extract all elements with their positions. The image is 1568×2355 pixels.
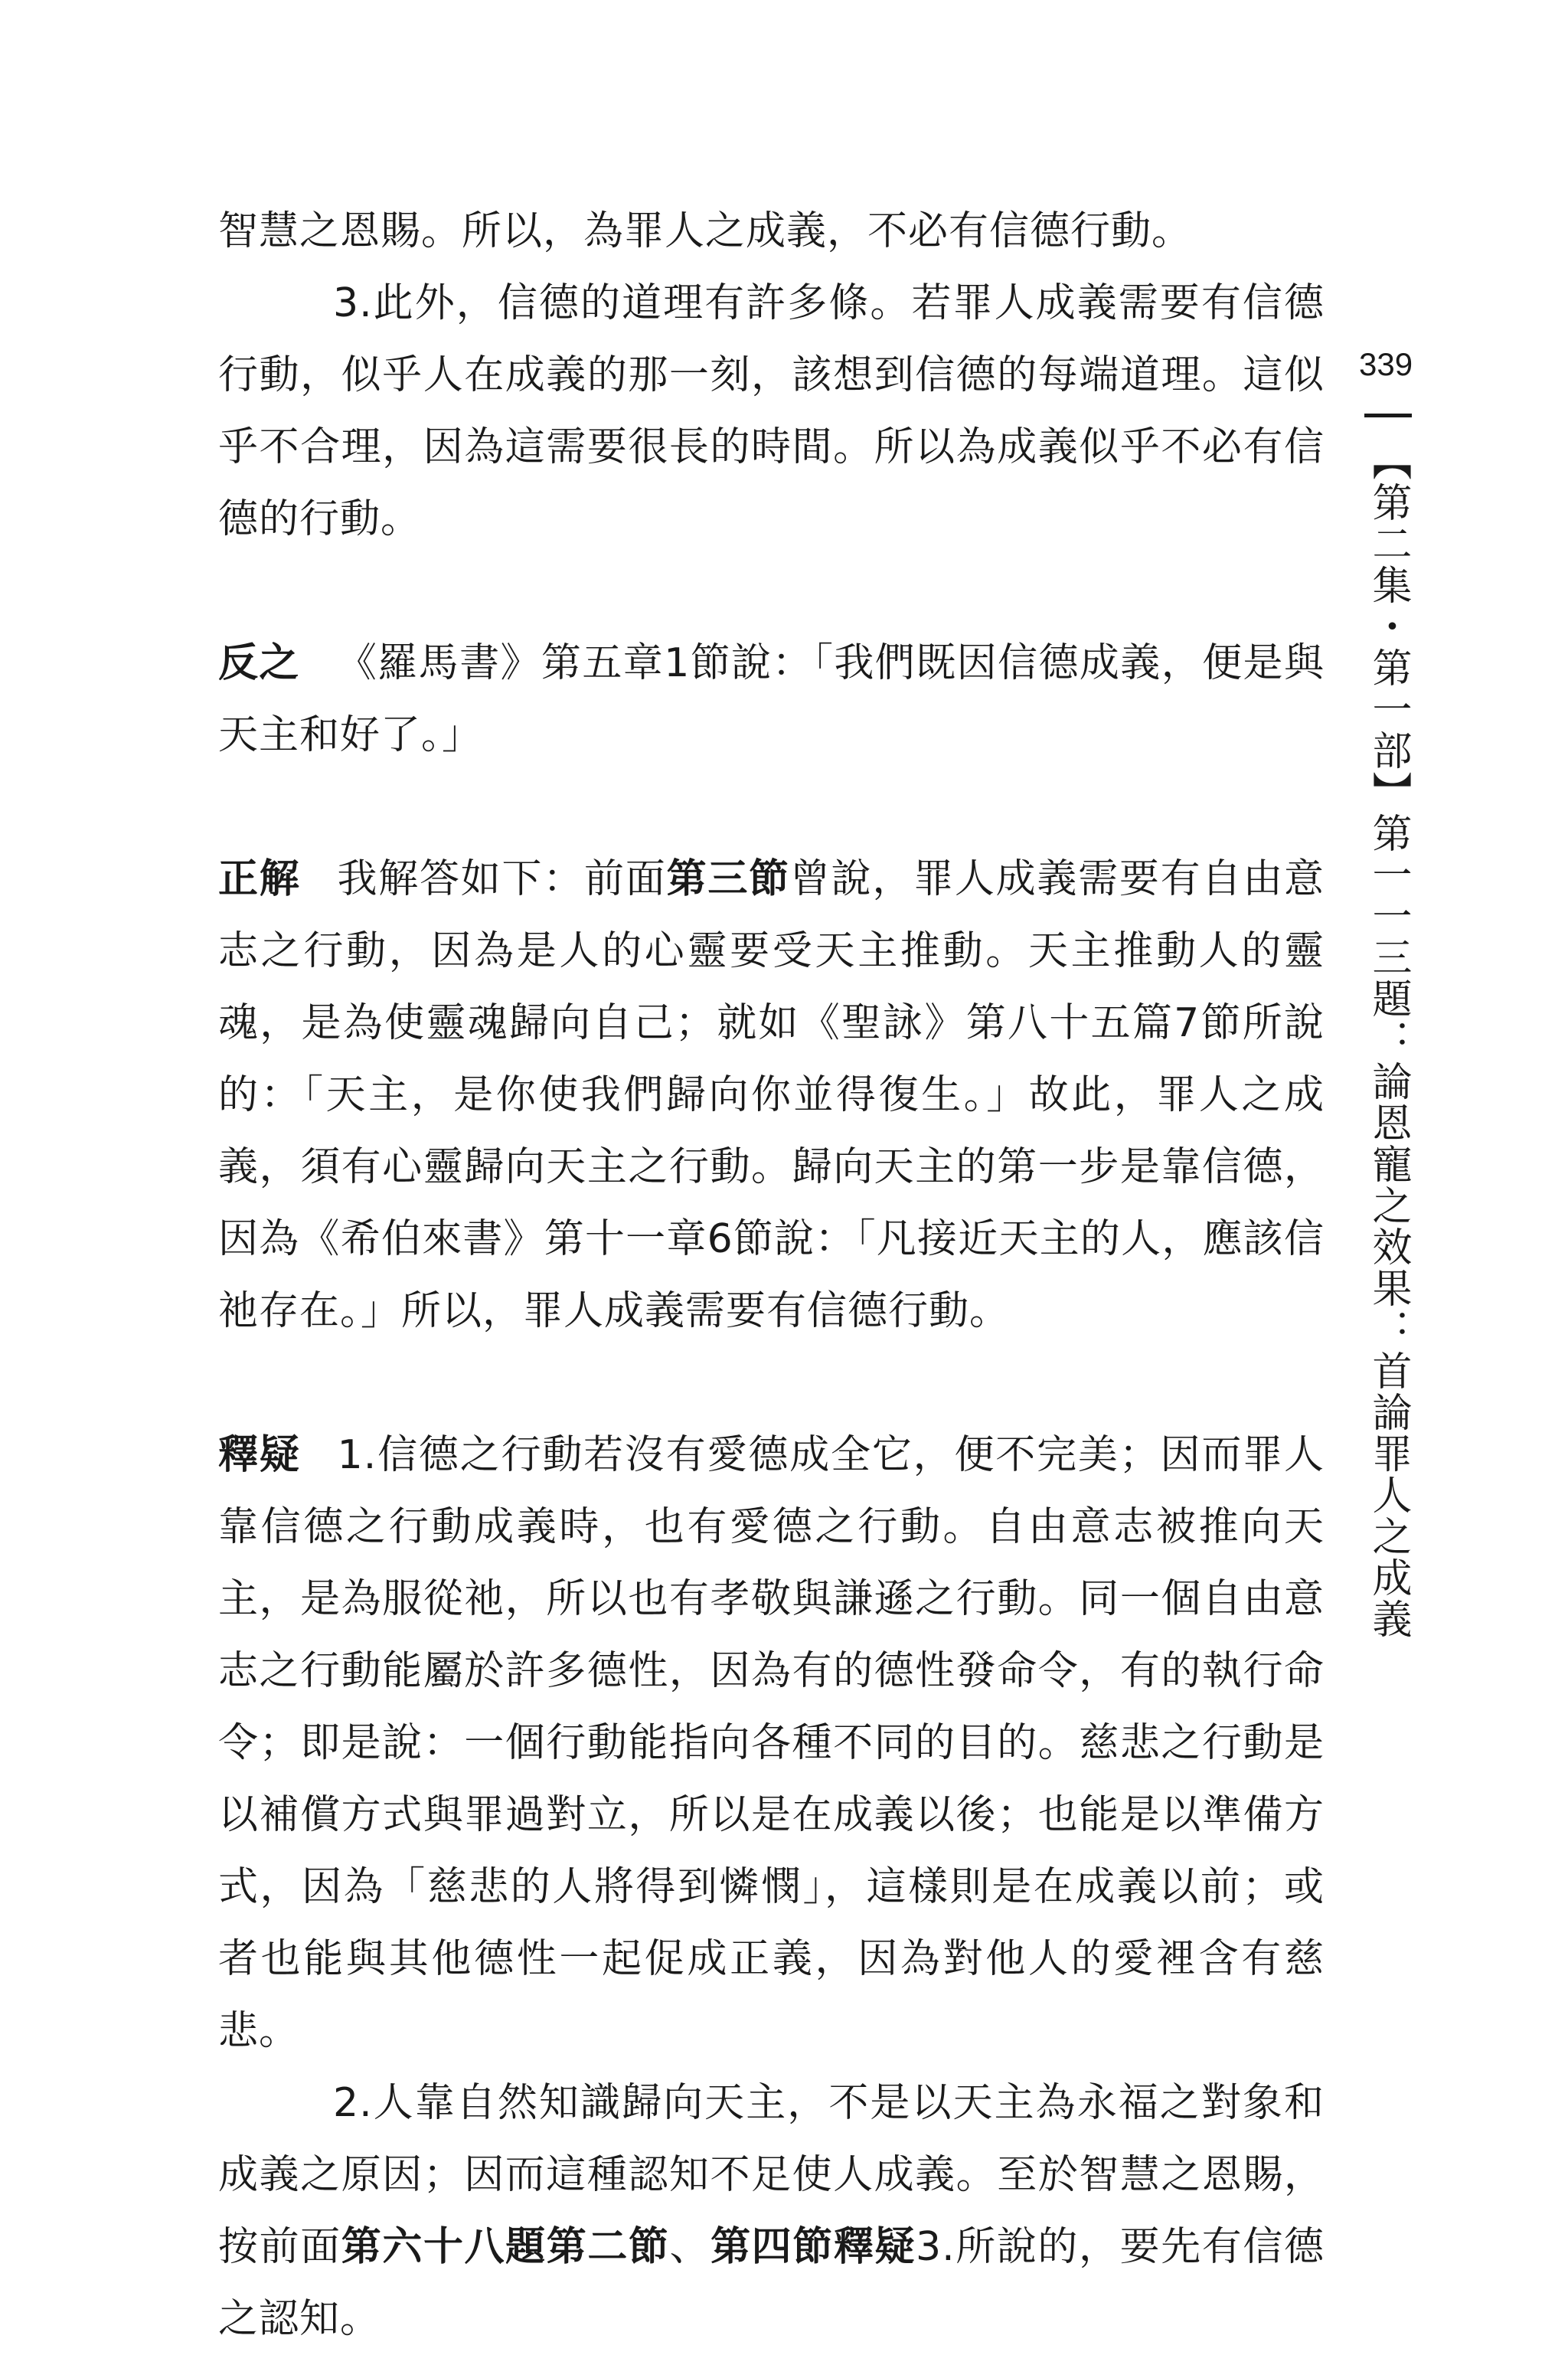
- paragraph-reply-1: [218, 1419, 1325, 2067]
- sed-contra-quote: 「我們既因信德成義，便是與天主和好了。」: [218, 640, 1325, 758]
- respondeo-text-1: 我解答如下：前面: [337, 856, 667, 902]
- reply-1-text: 1.信德之行動若沒有愛德成全它，便不完美；因而罪人靠信德之行動成義時，也有愛德之行動。自由意志被推向天主，是為服從祂，所以也有孝敬與謙遜之行動。同一個自由意志之行動能屬於許多德性，因為有的德性發命令，有的執行命令；即是說：一個行動能指向各種不同的目的。慈悲之行動是以補償方式與罪過對立，所以是在成義以後；也能是以準備方式，因為「慈悲的人將得到憐憫」，這樣則是在成義以前；或者也能與其他德性一起促成正義，因為對他人的愛裡含有慈悲。: [218, 1432, 1325, 2054]
- reply-2-ref-2: 第四節釋疑: [710, 2224, 916, 2270]
- body-text: [218, 195, 1325, 2355]
- respondeo-ref-bold: 第三節: [666, 856, 790, 902]
- respondeo-quote-1: 「天主，是你使我們歸向你並得復生。」: [303, 1072, 1029, 1118]
- respondeo-label: 正解: [218, 856, 301, 902]
- paragraph-objection-3: 3.此外，信德的道理有許多條。若罪人成義需要有信德行動，似乎人在成義的那一刻，該想到信德的每端道理。這似乎不合理，因為這需要很長的時間。所以為成義似乎不必有信德的行動。: [218, 280, 1325, 542]
- paragraph-continuation: 智慧之恩賜。所以，為罪人之成義，不必有信德行動。: [218, 208, 1193, 254]
- paragraph-sed-contra: [218, 627, 1325, 771]
- sed-contra-text: 《羅馬書》第五章1節說：: [336, 640, 813, 686]
- reply-2-ref-1: 第六十八題第二節: [341, 2224, 670, 2270]
- page-number: 339: [1359, 346, 1413, 382]
- header-rule: [1364, 414, 1412, 417]
- respondeo-text-4: 所以，罪人成義需要有信德行動。: [401, 1288, 1011, 1334]
- sed-contra-label: 反之: [218, 640, 300, 686]
- reply-2-sep: 、: [669, 2224, 711, 2270]
- running-head: 【第二集・第一部】第一一三題：論恩寵之效果：首論罪人之成義: [1365, 440, 1411, 1640]
- reply-label: 釋疑: [218, 1432, 301, 1478]
- respondeo-text-3: 故此，罪人之成義，須有心靈歸向天主之行動。歸向天主的第一步是靠信德，因為《希伯來書》第十一章6節說：: [218, 1072, 1325, 1262]
- respondeo-quote-2: 「凡接近天主的人，應該信祂存在。」: [218, 1216, 1325, 1334]
- paragraph-reply-2: [218, 2067, 1325, 2355]
- paragraph-respondeo: [218, 843, 1325, 1347]
- reply-2-text-a: 2.人靠自然知識歸向天主，不是以天主為永福之對象和成義之原因；因而這種認知不足使人成義。至於智慧之恩賜，按前面: [218, 2080, 1325, 2270]
- reply-2-text-e: 3.所說的，要先有信德之認知。: [218, 2224, 1325, 2342]
- respondeo-text-2: 曾說，罪人成義需要有自由意志之行動，因為是人的心靈要受天主推動。天主推動人的靈魂，是為使靈魂歸向自己；就如《聖詠》第八十五篇7節所說的：: [218, 856, 1325, 1118]
